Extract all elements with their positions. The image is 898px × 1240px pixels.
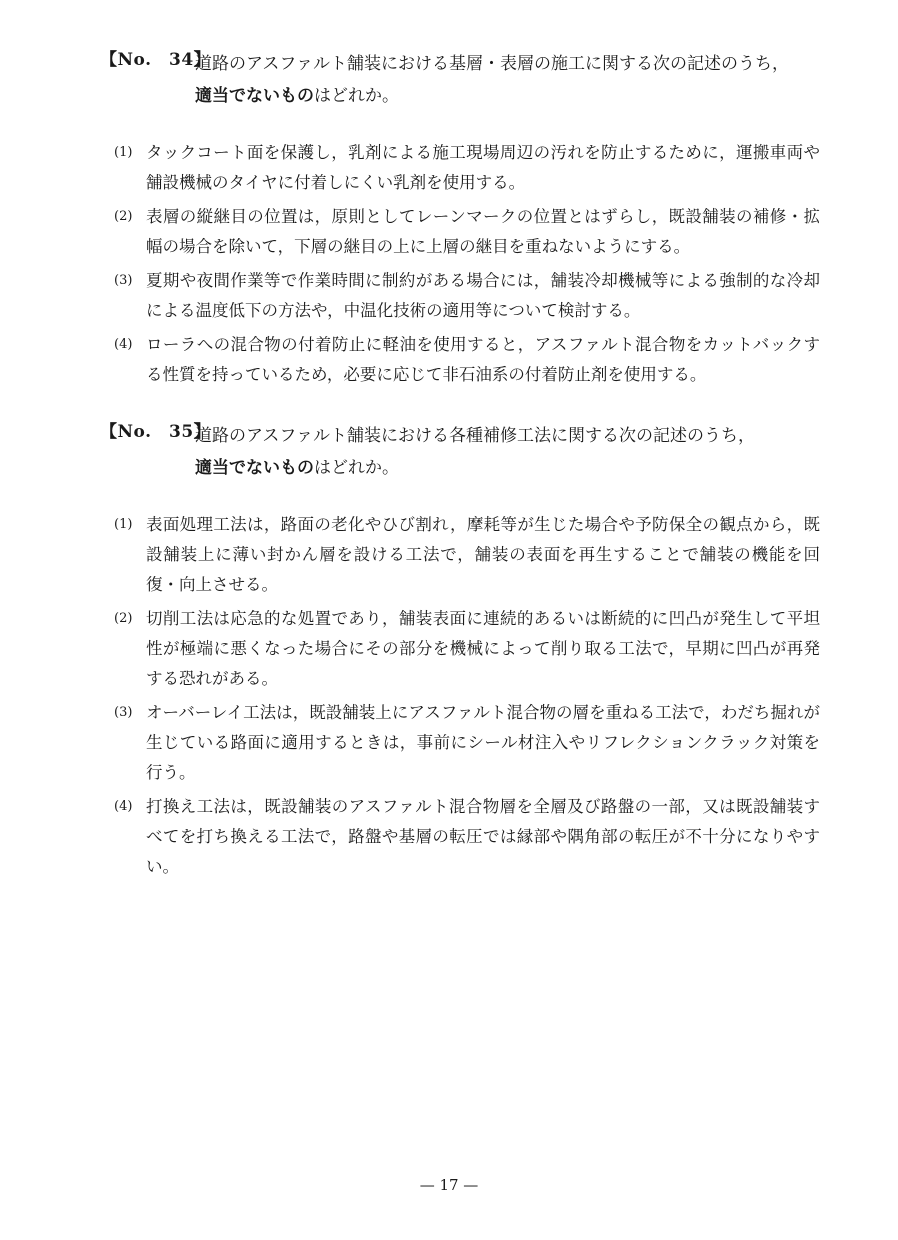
question-number: 【No. 34】 <box>100 50 212 70</box>
option-text: ローラへの混合物の付着防止に軽油を使用すると，アスファルト混合物をカットバックする性質を持っているため，必要に応じて非石油系の付着防止剤を使用する。 <box>146 335 820 384</box>
page-number: — 17 — <box>419 1176 479 1194</box>
option-2 <box>100 202 820 262</box>
option-label: (3) <box>114 705 133 720</box>
option-label: (4) <box>114 337 133 352</box>
option-text: 表面処理工法は，路面の老化やひび割れ，摩耗等が生じた場合や予防保全の観点から，既設舗装上に薄い封かん層を設ける工法で，舗装の表面を再生することで舗装の機能を回復・向上させる。 <box>146 515 820 594</box>
option-4 <box>100 792 820 882</box>
question-stem <box>195 420 820 484</box>
option-list <box>100 138 820 390</box>
option-1 <box>100 510 820 600</box>
stem-text: 道路のアスファルト舗装における各種補修工法に関する次の記述のうち， <box>195 426 755 446</box>
option-text: 切削工法は応急的な処置であり，舗装表面に連続的あるいは断続的に凹凸が発生して平坦性が極端に悪くなった場合にその部分を機械によって削り取る工法で，早期に凹凸が再発する恐れがある。 <box>146 609 820 688</box>
stem-text: 道路のアスファルト舗装における基層・表層の施工に関する次の記述のうち， <box>195 54 789 74</box>
stem-emphasis: 適当でないもの <box>195 86 314 106</box>
option-4 <box>100 330 820 390</box>
option-3 <box>100 698 820 788</box>
option-label: (2) <box>114 209 133 224</box>
stem-emphasis: 適当でないもの <box>195 458 314 478</box>
stem-tail: はどれか。 <box>314 458 399 478</box>
option-text: タックコート面を保護し，乳剤による施工現場周辺の汚れを防止するために，運搬車両や舗設機械のタイヤに付着しにくい乳剤を使用する。 <box>146 143 820 192</box>
question-header <box>100 420 820 484</box>
option-3 <box>100 266 820 326</box>
option-1 <box>100 138 820 198</box>
question-35 <box>100 420 820 886</box>
question-header <box>100 48 820 112</box>
stem-tail: はどれか。 <box>314 86 399 106</box>
option-text: オーバーレイ工法は，既設舗装上にアスファルト混合物の層を重ねる工法で，わだち掘れが生じている路面に適用するときは，事前にシール材注入やリフレクションクラック対策を行う。 <box>146 703 820 782</box>
option-text: 打換え工法は，既設舗装のアスファルト混合物層を全層及び路盤の一部，又は既設舗装すべてを打ち換える工法で，路盤や基層の転圧では縁部や隅角部の転圧が不十分になりやすい。 <box>146 797 820 876</box>
option-label: (1) <box>114 517 133 532</box>
question-number: 【No. 35】 <box>100 422 212 442</box>
option-label: (1) <box>114 145 133 160</box>
question-stem <box>195 48 820 112</box>
option-text: 夏期や夜間作業等で作業時間に制約がある場合には，舗装冷却機械等による強制的な冷却による温度低下の方法や，中温化技術の適用等について検討する。 <box>146 271 820 320</box>
option-label: (3) <box>114 273 133 288</box>
option-list <box>100 510 820 882</box>
option-label: (2) <box>114 611 133 626</box>
question-34 <box>100 48 820 394</box>
option-text: 表層の縦継目の位置は，原則としてレーンマークの位置とはずらし，既設舗装の補修・拡幅の場合を除いて，下層の継目の上に上層の継目を重ねないようにする。 <box>146 207 820 256</box>
option-2 <box>100 604 820 694</box>
option-label: (4) <box>114 799 133 814</box>
